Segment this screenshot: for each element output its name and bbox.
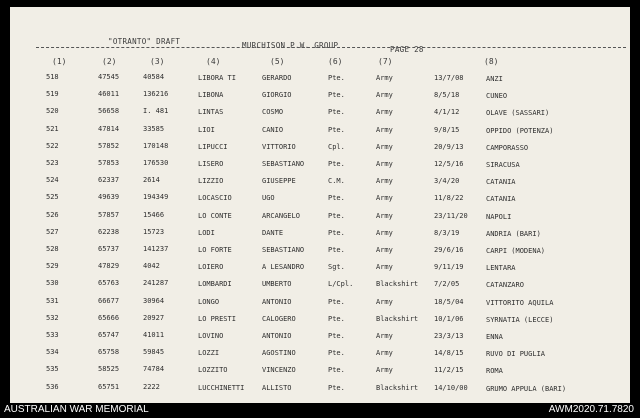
table-row bbox=[10, 228, 630, 245]
army-number-cell: 65737 bbox=[98, 245, 120, 253]
table-row bbox=[10, 383, 630, 400]
document-page bbox=[10, 7, 630, 403]
surname-cell: LISERO bbox=[198, 160, 224, 168]
table-row bbox=[10, 262, 630, 279]
birth-date-cell: 23/11/20 bbox=[434, 211, 468, 220]
army-number-cell: 65758 bbox=[98, 348, 120, 357]
table-row bbox=[10, 348, 630, 365]
column-number-2: (2) bbox=[102, 57, 117, 66]
birthplace-cell: GRUMO APPULA (BARI) bbox=[486, 384, 567, 393]
pw-number-cell: I. 481 bbox=[143, 107, 169, 116]
service-cell: Blackshirt bbox=[376, 280, 419, 289]
army-number-cell: 56658 bbox=[98, 107, 120, 116]
serial-number-cell: 533 bbox=[46, 331, 59, 339]
table-row bbox=[10, 107, 630, 124]
surname-cell: LOVINO bbox=[198, 332, 224, 340]
birth-date-cell: 11/8/22 bbox=[434, 194, 464, 203]
service-cell: Army bbox=[376, 228, 393, 237]
birth-date-cell: 7/2/05 bbox=[434, 280, 460, 289]
rank-cell: Pte. bbox=[328, 91, 345, 100]
service-cell: Blackshirt bbox=[376, 314, 419, 323]
given-name-cell: SEBASTIANO bbox=[262, 246, 305, 254]
serial-number-cell: 523 bbox=[46, 159, 59, 167]
serial-number-cell: 519 bbox=[46, 90, 59, 99]
surname-cell: LOMBARDI bbox=[198, 280, 232, 289]
surname-cell: LOCASCIO bbox=[198, 194, 232, 203]
army-number-cell: 62337 bbox=[98, 176, 120, 185]
birthplace-cell: ROMA bbox=[486, 367, 503, 376]
surname-cell: LODI bbox=[198, 228, 215, 237]
birth-date-cell: 13/7/08 bbox=[434, 74, 464, 82]
army-number-cell: 65747 bbox=[98, 331, 120, 339]
table-row bbox=[10, 125, 630, 142]
army-number-cell: 66677 bbox=[98, 296, 120, 305]
given-name-cell: GIUSEPPE bbox=[262, 177, 296, 186]
rank-cell: C.M. bbox=[328, 177, 345, 186]
birthplace-cell: OLAVE (SASSARI) bbox=[486, 109, 550, 118]
pw-number-cell: 136216 bbox=[143, 90, 169, 99]
serial-number-cell: 529 bbox=[46, 262, 59, 271]
rank-cell: Pte. bbox=[328, 160, 345, 168]
army-number-cell: 57857 bbox=[98, 210, 120, 219]
pw-number-cell: 20927 bbox=[143, 313, 165, 322]
page-number: PAGE 28 bbox=[390, 45, 424, 54]
rank-cell: Pte. bbox=[328, 108, 345, 117]
birth-date-cell: 4/1/12 bbox=[434, 108, 460, 117]
serial-number-cell: 528 bbox=[46, 245, 59, 253]
given-name-cell: GIORGIO bbox=[262, 91, 292, 100]
army-number-cell: 57853 bbox=[98, 159, 120, 167]
birth-date-cell: 9/11/19 bbox=[434, 263, 464, 272]
birthplace-cell: ANZI bbox=[486, 75, 503, 83]
surname-cell: LO CONTE bbox=[198, 211, 232, 220]
surname-cell: LIPUCCI bbox=[198, 142, 228, 151]
army-number-cell: 47814 bbox=[98, 124, 120, 133]
surname-cell: LIBORA TI bbox=[198, 74, 236, 82]
pw-number-cell: 30964 bbox=[143, 296, 165, 305]
table-row bbox=[10, 279, 630, 296]
pw-number-cell: 194349 bbox=[143, 193, 169, 202]
rank-cell: Pte. bbox=[328, 383, 345, 392]
birth-date-cell: 3/4/20 bbox=[434, 177, 460, 186]
army-number-cell: 57852 bbox=[98, 141, 120, 150]
service-cell: Army bbox=[376, 211, 393, 220]
serial-number-cell: 531 bbox=[46, 296, 59, 305]
rank-cell: Pte. bbox=[328, 211, 345, 220]
pw-number-cell: 241287 bbox=[143, 279, 169, 288]
column-number-1: (1) bbox=[52, 57, 67, 66]
serial-number-cell: 532 bbox=[46, 313, 59, 322]
table-row bbox=[10, 159, 630, 176]
birthplace-cell: CARPI (MODENA) bbox=[486, 247, 546, 255]
rank-cell: Pte. bbox=[328, 194, 345, 203]
serial-number-cell: 534 bbox=[46, 348, 59, 357]
serial-number-cell: 521 bbox=[46, 124, 59, 133]
given-name-cell: UMBERTO bbox=[262, 280, 292, 289]
army-number-cell: 49639 bbox=[98, 193, 120, 202]
pw-number-cell: 41011 bbox=[143, 331, 165, 339]
pw-number-cell: 15723 bbox=[143, 227, 165, 236]
service-cell: Army bbox=[376, 297, 393, 306]
birthplace-cell: VITTORITO AQUILA bbox=[486, 298, 554, 307]
pw-number-cell: 74784 bbox=[143, 365, 165, 374]
rank-cell: Cpl. bbox=[328, 142, 345, 151]
birth-date-cell: 23/3/13 bbox=[434, 332, 464, 340]
army-number-cell: 65751 bbox=[98, 382, 120, 391]
surname-cell: LO PRESTI bbox=[198, 314, 236, 323]
pw-number-cell: 176530 bbox=[143, 159, 169, 167]
birth-date-cell: 18/5/04 bbox=[434, 297, 464, 306]
given-name-cell: ALLISTO bbox=[262, 383, 292, 392]
serial-number-cell: 536 bbox=[46, 382, 59, 391]
service-cell: Army bbox=[376, 332, 393, 340]
pw-number-cell: 2614 bbox=[143, 176, 160, 185]
given-name-cell: COSMO bbox=[262, 108, 284, 117]
footer-credit: AUSTRALIAN WAR MEMORIAL bbox=[4, 404, 149, 415]
given-name-cell: UGO bbox=[262, 194, 275, 203]
given-name-cell: SEBASTIANO bbox=[262, 160, 305, 168]
birth-date-cell: 14/8/15 bbox=[434, 349, 464, 358]
surname-cell: LUCCHINETTI bbox=[198, 383, 245, 392]
service-cell: Blackshirt bbox=[376, 383, 419, 392]
column-number-6: (6) bbox=[328, 57, 343, 66]
army-number-cell: 65666 bbox=[98, 313, 120, 322]
service-cell: Army bbox=[376, 194, 393, 203]
serial-number-cell: 530 bbox=[46, 279, 59, 288]
group-title: MURCHISON P.W. GROUP bbox=[242, 41, 339, 50]
birthplace-cell: CUNEO bbox=[486, 92, 508, 101]
service-cell: Army bbox=[376, 263, 393, 272]
rank-cell: Pte. bbox=[328, 332, 345, 340]
rank-cell: Pte. bbox=[328, 297, 345, 306]
surname-cell: LONGO bbox=[198, 297, 220, 306]
birthplace-cell: ANDRIA (BARI) bbox=[486, 229, 541, 238]
column-number-8: (8) bbox=[484, 57, 499, 66]
service-cell: Army bbox=[376, 177, 393, 186]
birthplace-cell: RUVO DI PUGLIA bbox=[486, 350, 546, 359]
service-cell: Army bbox=[376, 108, 393, 117]
table-row bbox=[10, 365, 630, 382]
birth-date-cell: 11/2/15 bbox=[434, 366, 464, 375]
pw-number-cell: 141237 bbox=[143, 245, 169, 253]
rank-cell: Pte. bbox=[328, 349, 345, 358]
service-cell: Army bbox=[376, 246, 393, 254]
pw-number-cell: 40584 bbox=[143, 73, 165, 81]
serial-number-cell: 518 bbox=[46, 73, 59, 81]
column-number-4: (4) bbox=[206, 57, 221, 66]
given-name-cell: CANIO bbox=[262, 125, 284, 134]
service-cell: Army bbox=[376, 366, 393, 375]
given-name-cell: DANTE bbox=[262, 228, 284, 237]
birth-date-cell: 8/5/18 bbox=[434, 91, 460, 100]
birthplace-cell: CATANZARO bbox=[486, 281, 524, 290]
birth-date-cell: 8/3/19 bbox=[434, 228, 460, 237]
column-number-5: (5) bbox=[270, 57, 285, 66]
given-name-cell: VITTORIO bbox=[262, 142, 296, 151]
given-name-cell: GERARDO bbox=[262, 74, 292, 82]
birthplace-cell: ENNA bbox=[486, 333, 503, 341]
serial-number-cell: 535 bbox=[46, 365, 59, 374]
birthplace-cell: CAMPORASSO bbox=[486, 143, 529, 152]
serial-number-cell: 527 bbox=[46, 227, 59, 236]
table-row bbox=[10, 314, 630, 331]
given-name-cell: A LESANDRO bbox=[262, 263, 305, 272]
rank-cell: Pte. bbox=[328, 314, 345, 323]
table-row bbox=[10, 193, 630, 210]
pw-number-cell: 33585 bbox=[143, 124, 165, 133]
surname-cell: LIBONA bbox=[198, 91, 224, 100]
rank-cell: Pte. bbox=[328, 74, 345, 82]
army-number-cell: 47545 bbox=[98, 73, 120, 81]
footer-reference: AWM2020.71.7820 bbox=[548, 404, 634, 415]
army-number-cell: 46011 bbox=[98, 90, 120, 99]
surname-cell: LOIERO bbox=[198, 263, 224, 272]
birthplace-cell: SIRACUSA bbox=[486, 161, 520, 169]
service-cell: Army bbox=[376, 349, 393, 358]
table-row bbox=[10, 90, 630, 107]
given-name-cell: ARCANGELO bbox=[262, 211, 300, 220]
birth-date-cell: 29/6/16 bbox=[434, 246, 464, 254]
birth-date-cell: 20/9/13 bbox=[434, 142, 464, 151]
given-name-cell: ANTONIO bbox=[262, 332, 292, 340]
table-row bbox=[10, 297, 630, 314]
serial-number-cell: 520 bbox=[46, 107, 59, 116]
service-cell: Army bbox=[376, 160, 393, 168]
birth-date-cell: 10/1/06 bbox=[434, 314, 464, 323]
rank-cell: Pte. bbox=[328, 246, 345, 254]
surname-cell: LIZZIO bbox=[198, 177, 224, 186]
draft-title: "OTRANTO" DRAFT bbox=[108, 37, 181, 46]
pw-number-cell: 4042 bbox=[143, 262, 160, 271]
army-number-cell: 47829 bbox=[98, 262, 120, 271]
pw-number-cell: 170148 bbox=[143, 141, 169, 150]
birthplace-cell: CATANIA bbox=[486, 178, 516, 187]
column-number-3: (3) bbox=[150, 57, 165, 66]
pw-number-cell: 59845 bbox=[143, 348, 165, 357]
serial-number-cell: 526 bbox=[46, 210, 59, 219]
pw-number-cell: 15466 bbox=[143, 210, 165, 219]
given-name-cell: ANTONIO bbox=[262, 297, 292, 306]
service-cell: Army bbox=[376, 74, 393, 82]
service-cell: Army bbox=[376, 125, 393, 134]
birthplace-cell: CATANIA bbox=[486, 195, 516, 204]
birth-date-cell: 14/10/00 bbox=[434, 383, 468, 392]
serial-number-cell: 525 bbox=[46, 193, 59, 202]
surname-cell: LOZZITO bbox=[198, 366, 228, 375]
given-name-cell: CALOGERO bbox=[262, 314, 296, 323]
army-number-cell: 65763 bbox=[98, 279, 120, 288]
serial-number-cell: 522 bbox=[46, 141, 59, 150]
pw-number-cell: 2222 bbox=[143, 382, 160, 391]
birth-date-cell: 9/8/15 bbox=[434, 125, 460, 134]
surname-cell: LOZZI bbox=[198, 349, 220, 358]
army-number-cell: 62238 bbox=[98, 227, 120, 236]
birthplace-cell: NAPOLI bbox=[486, 212, 512, 221]
given-name-cell: VINCENZO bbox=[262, 366, 296, 375]
service-cell: Army bbox=[376, 91, 393, 100]
table-row bbox=[10, 142, 630, 159]
service-cell: Army bbox=[376, 142, 393, 151]
rank-cell: Sgt. bbox=[328, 263, 345, 272]
birthplace-cell: LENTARA bbox=[486, 264, 516, 273]
surname-cell: LINTAS bbox=[198, 108, 224, 117]
birth-date-cell: 12/5/16 bbox=[434, 160, 464, 168]
table-row bbox=[10, 176, 630, 193]
birthplace-cell: OPPIDO (POTENZA) bbox=[486, 126, 554, 135]
rank-cell: Pte. bbox=[328, 125, 345, 134]
column-number-7: (7) bbox=[378, 57, 393, 66]
birthplace-cell: SYRNATIA (LECCE) bbox=[486, 315, 554, 324]
table-row bbox=[10, 245, 630, 262]
given-name-cell: AGOSTINO bbox=[262, 349, 296, 358]
rank-cell: L/Cpl. bbox=[328, 280, 354, 289]
surname-cell: LO FORTE bbox=[198, 246, 232, 254]
header-rule bbox=[36, 47, 626, 48]
rank-cell: Pte. bbox=[328, 228, 345, 237]
table-row bbox=[10, 73, 630, 90]
army-number-cell: 58525 bbox=[98, 365, 120, 374]
table-row bbox=[10, 331, 630, 348]
serial-number-cell: 524 bbox=[46, 176, 59, 185]
surname-cell: LIOI bbox=[198, 125, 215, 134]
table-row bbox=[10, 211, 630, 228]
rank-cell: Pte. bbox=[328, 366, 345, 375]
